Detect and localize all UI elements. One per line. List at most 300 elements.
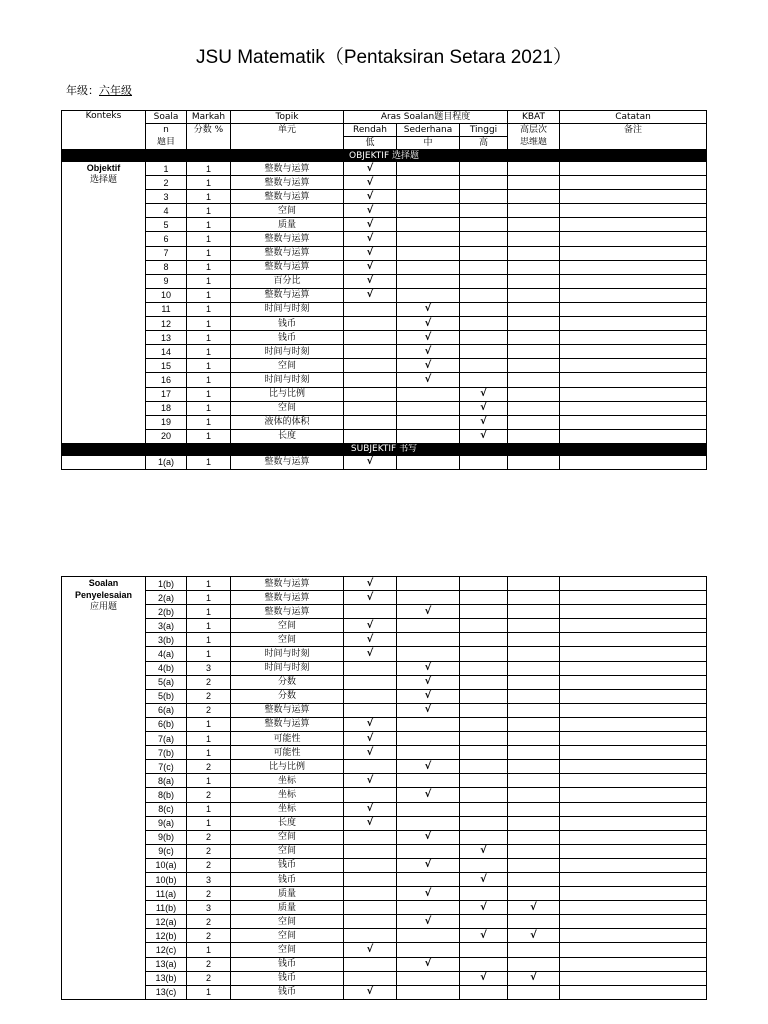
header-kbat: KBAT	[508, 111, 560, 124]
tick-mark: √	[366, 176, 374, 188]
level-r-cell	[344, 746, 397, 760]
question-number: 13(a)	[146, 957, 187, 971]
level-s-cell	[397, 887, 460, 901]
table-row	[62, 943, 707, 957]
header-catatan-2: 备注	[560, 124, 707, 137]
tick-mark: √	[480, 972, 487, 984]
topic: 液体的体积	[231, 415, 344, 429]
table-row	[62, 373, 707, 387]
topic: 整数与运算	[231, 162, 344, 176]
question-number: 16	[146, 373, 187, 387]
tick-mark: √	[424, 831, 432, 843]
level-t-cell	[460, 717, 508, 731]
question-number: 9(c)	[146, 844, 187, 858]
question-number: 2(b)	[146, 605, 187, 619]
tick-mark: √	[480, 845, 487, 857]
level-t-cell	[460, 345, 508, 359]
question-number: 10(b)	[146, 872, 187, 886]
question-number: 17	[146, 387, 187, 401]
table-row	[62, 774, 707, 788]
header-soalan-3: 题目	[146, 137, 187, 150]
question-number: 8(b)	[146, 788, 187, 802]
marks: 1	[187, 288, 231, 302]
kbat-cell	[508, 232, 560, 246]
level-t-cell	[460, 957, 508, 971]
catatan-cell	[560, 760, 707, 774]
table-row	[62, 246, 707, 260]
level-s-cell	[397, 844, 460, 858]
marks: 1	[187, 401, 231, 415]
marks: 1	[187, 429, 231, 443]
kbat-cell	[508, 760, 560, 774]
level-s-cell	[397, 830, 460, 844]
table-row	[62, 232, 707, 246]
kbat-cell	[508, 577, 560, 591]
question-number: 7(a)	[146, 732, 187, 746]
kbat-cell	[508, 887, 560, 901]
context-cell	[62, 162, 146, 444]
marks: 3	[187, 872, 231, 886]
level-r-cell	[344, 872, 397, 886]
topic: 钱币	[231, 872, 344, 886]
level-s-cell	[397, 943, 460, 957]
question-number: 9	[146, 274, 187, 288]
question-number: 10	[146, 288, 187, 302]
tick-mark: √	[424, 331, 432, 343]
header-aras: Aras Soalan题目程度	[344, 111, 508, 124]
tick-mark: √	[424, 690, 432, 702]
catatan-cell	[560, 162, 707, 176]
level-r-cell	[344, 591, 397, 605]
kbat-cell	[508, 647, 560, 661]
topic: 质量	[231, 218, 344, 232]
table-row	[62, 915, 707, 929]
level-s-cell	[397, 605, 460, 619]
level-r-cell	[344, 190, 397, 204]
kbat-cell	[508, 929, 560, 943]
tick-mark: √	[366, 577, 374, 589]
topic: 空间	[231, 943, 344, 957]
topic: 整数与运算	[231, 605, 344, 619]
tick-mark: √	[366, 204, 374, 216]
question-number: 3(a)	[146, 619, 187, 633]
tick-mark: √	[480, 901, 487, 913]
level-t-cell	[460, 302, 508, 316]
level-t-cell	[460, 844, 508, 858]
marks: 1	[187, 619, 231, 633]
table-row	[62, 288, 707, 302]
level-s-cell	[397, 647, 460, 661]
marks: 1	[187, 345, 231, 359]
level-t-cell	[460, 246, 508, 260]
level-r-cell	[344, 401, 397, 415]
level-s-cell	[397, 232, 460, 246]
kbat-cell	[508, 260, 560, 274]
tick-mark: √	[366, 162, 374, 174]
tick-mark: √	[530, 901, 537, 913]
header-catatan: Catatan	[560, 111, 707, 124]
marks: 1	[187, 190, 231, 204]
level-s-cell	[397, 703, 460, 717]
level-t-cell	[460, 929, 508, 943]
marks: 2	[187, 703, 231, 717]
level-t-cell	[460, 232, 508, 246]
marks: 2	[187, 971, 231, 985]
level-r-cell	[344, 675, 397, 689]
header-topik: Topik	[231, 111, 344, 124]
level-t-cell	[460, 985, 508, 999]
tick-mark: √	[424, 676, 432, 688]
tick-mark: √	[366, 591, 374, 603]
level-r-cell	[344, 901, 397, 915]
context-label: 应用题	[89, 602, 117, 612]
table-row	[62, 675, 707, 689]
marks: 1	[187, 591, 231, 605]
topic: 钱币	[231, 985, 344, 999]
topic: 空间	[231, 915, 344, 929]
catatan-cell	[560, 901, 707, 915]
question-number: 6(a)	[146, 703, 187, 717]
level-t-cell	[460, 943, 508, 957]
table-row	[62, 887, 707, 901]
level-t-cell	[460, 788, 508, 802]
level-s-cell	[397, 957, 460, 971]
level-t-cell	[460, 647, 508, 661]
kbat-cell	[508, 176, 560, 190]
level-t-cell	[460, 746, 508, 760]
question-number: 3(b)	[146, 633, 187, 647]
jsu-table-objective	[61, 110, 707, 470]
level-s-cell	[397, 331, 460, 345]
catatan-cell	[560, 605, 707, 619]
level-t-cell	[460, 732, 508, 746]
question-number: 13	[146, 331, 187, 345]
table-row	[62, 985, 707, 999]
level-t-cell	[460, 901, 508, 915]
level-t-cell	[460, 387, 508, 401]
level-s-cell	[397, 577, 460, 591]
tick-mark: √	[366, 718, 374, 730]
kbat-cell	[508, 204, 560, 218]
level-s-cell	[397, 302, 460, 316]
header-soalan-2: n	[146, 124, 187, 137]
table-row	[62, 190, 707, 204]
marks: 2	[187, 760, 231, 774]
kbat-cell	[508, 591, 560, 605]
tick-mark: √	[366, 732, 374, 744]
topic: 时间与时刻	[231, 302, 344, 316]
tick-mark: √	[530, 929, 537, 941]
topic: 整数与运算	[231, 455, 344, 469]
level-s-cell	[397, 176, 460, 190]
catatan-cell	[560, 844, 707, 858]
kbat-cell	[508, 858, 560, 872]
level-s-cell	[397, 858, 460, 872]
question-number: 11(a)	[146, 887, 187, 901]
table-row	[62, 317, 707, 331]
question-number: 1(a)	[146, 455, 187, 469]
context-label: Objektif	[86, 163, 121, 173]
question-number: 11	[146, 302, 187, 316]
catatan-cell	[560, 872, 707, 886]
tick-mark: √	[366, 190, 374, 202]
tick-mark: √	[366, 289, 374, 301]
level-t-cell	[460, 176, 508, 190]
tick-mark: √	[424, 915, 432, 927]
marks: 1	[187, 162, 231, 176]
topic: 整数与运算	[231, 260, 344, 274]
question-number: 13(b)	[146, 971, 187, 985]
tick-mark: √	[366, 233, 374, 245]
question-number: 1(b)	[146, 577, 187, 591]
marks: 2	[187, 858, 231, 872]
level-t-cell	[460, 317, 508, 331]
topic: 质量	[231, 901, 344, 915]
level-r-cell	[344, 288, 397, 302]
tick-mark: √	[424, 958, 432, 970]
question-number: 20	[146, 429, 187, 443]
header-topik-2: 单元	[231, 124, 344, 137]
question-number: 6	[146, 232, 187, 246]
catatan-cell	[560, 689, 707, 703]
topic: 钱币	[231, 971, 344, 985]
topic: 分数	[231, 689, 344, 703]
catatan-cell	[560, 415, 707, 429]
level-t-cell	[460, 675, 508, 689]
question-number: 5	[146, 218, 187, 232]
level-r-cell	[344, 359, 397, 373]
tick-mark: √	[366, 261, 374, 273]
level-s-cell	[397, 901, 460, 915]
kbat-cell	[508, 387, 560, 401]
kbat-cell	[508, 288, 560, 302]
kbat-cell	[508, 317, 560, 331]
topic: 比与比例	[231, 387, 344, 401]
topic: 钱币	[231, 317, 344, 331]
kbat-cell	[508, 689, 560, 703]
kbat-cell	[508, 844, 560, 858]
tick-mark: √	[366, 456, 374, 468]
kbat-cell	[508, 274, 560, 288]
level-s-cell	[397, 915, 460, 929]
level-s-cell	[397, 872, 460, 886]
level-r-cell	[344, 957, 397, 971]
marks: 3	[187, 901, 231, 915]
kbat-cell	[508, 774, 560, 788]
level-s-cell	[397, 387, 460, 401]
kbat-cell	[508, 162, 560, 176]
table-row	[62, 689, 707, 703]
catatan-cell	[560, 703, 707, 717]
tick-mark: √	[424, 760, 432, 772]
context-label: 选择题	[89, 175, 117, 185]
catatan-cell	[560, 274, 707, 288]
question-number: 11(b)	[146, 901, 187, 915]
table-row	[62, 162, 707, 176]
level-t-cell	[460, 858, 508, 872]
level-r-cell	[344, 619, 397, 633]
kbat-cell	[508, 218, 560, 232]
level-r-cell	[344, 204, 397, 218]
tick-mark: √	[424, 859, 432, 871]
catatan-cell	[560, 830, 707, 844]
marks: 1	[187, 331, 231, 345]
table-row	[62, 359, 707, 373]
header-konteks: Konteks	[62, 111, 146, 150]
catatan-cell	[560, 591, 707, 605]
topic: 坐标	[231, 774, 344, 788]
level-r-cell	[344, 415, 397, 429]
marks: 1	[187, 415, 231, 429]
marks: 1	[187, 218, 231, 232]
level-r-cell	[344, 302, 397, 316]
question-number: 2(a)	[146, 591, 187, 605]
topic: 整数与运算	[231, 288, 344, 302]
catatan-cell	[560, 929, 707, 943]
marks: 2	[187, 915, 231, 929]
marks: 2	[187, 689, 231, 703]
tick-mark: √	[424, 704, 432, 716]
catatan-cell	[560, 802, 707, 816]
level-t-cell	[460, 401, 508, 415]
context-label: Soalan	[88, 578, 119, 588]
header-rendah: Rendah	[344, 124, 397, 137]
table-row	[62, 858, 707, 872]
context-cell	[62, 455, 146, 469]
topic: 钱币	[231, 858, 344, 872]
grade-value: 六年级	[99, 84, 132, 97]
catatan-cell	[560, 957, 707, 971]
marks: 1	[187, 577, 231, 591]
tick-mark: √	[366, 218, 374, 230]
level-s-cell	[397, 401, 460, 415]
catatan-cell	[560, 858, 707, 872]
tick-mark: √	[366, 247, 374, 259]
level-r-cell	[344, 774, 397, 788]
question-number: 8(a)	[146, 774, 187, 788]
tick-mark: √	[480, 430, 487, 442]
level-r-cell	[344, 915, 397, 929]
kbat-cell	[508, 345, 560, 359]
level-t-cell	[460, 455, 508, 469]
level-r-cell	[344, 788, 397, 802]
level-r-cell	[344, 943, 397, 957]
question-number: 4	[146, 204, 187, 218]
table-row	[62, 274, 707, 288]
question-number: 18	[146, 401, 187, 415]
question-number: 12(b)	[146, 929, 187, 943]
level-t-cell	[460, 872, 508, 886]
level-s-cell	[397, 802, 460, 816]
table-row	[62, 331, 707, 345]
question-number: 5(a)	[146, 675, 187, 689]
level-r-cell	[344, 331, 397, 345]
level-r-cell	[344, 387, 397, 401]
kbat-cell	[508, 943, 560, 957]
question-number: 7	[146, 246, 187, 260]
tick-mark: √	[480, 388, 487, 400]
level-t-cell	[460, 661, 508, 675]
level-r-cell	[344, 887, 397, 901]
question-number: 4(b)	[146, 661, 187, 675]
kbat-cell	[508, 732, 560, 746]
level-s-cell	[397, 816, 460, 830]
marks: 2	[187, 957, 231, 971]
marks: 2	[187, 788, 231, 802]
question-number: 15	[146, 359, 187, 373]
level-t-cell	[460, 760, 508, 774]
level-r-cell	[344, 274, 397, 288]
table-row	[62, 455, 707, 469]
level-t-cell	[460, 204, 508, 218]
table-row	[62, 732, 707, 746]
topic: 钱币	[231, 957, 344, 971]
header-rendah-2: 低	[344, 137, 397, 150]
level-t-cell	[460, 415, 508, 429]
level-t-cell	[460, 331, 508, 345]
marks: 1	[187, 302, 231, 316]
level-r-cell	[344, 971, 397, 985]
level-r-cell	[344, 858, 397, 872]
topic: 整数与运算	[231, 176, 344, 190]
level-t-cell	[460, 971, 508, 985]
question-number: 6(b)	[146, 717, 187, 731]
question-number: 8	[146, 260, 187, 274]
level-s-cell	[397, 190, 460, 204]
catatan-cell	[560, 317, 707, 331]
kbat-cell	[508, 746, 560, 760]
topic: 比与比例	[231, 760, 344, 774]
question-number: 14	[146, 345, 187, 359]
level-s-cell	[397, 162, 460, 176]
context-label: Penyelesaian	[74, 590, 133, 600]
level-t-cell	[460, 260, 508, 274]
catatan-cell	[560, 176, 707, 190]
topic: 空间	[231, 844, 344, 858]
catatan-cell	[560, 971, 707, 985]
kbat-cell	[508, 246, 560, 260]
tick-mark: √	[366, 943, 374, 955]
level-r-cell	[344, 732, 397, 746]
table-row	[62, 802, 707, 816]
kbat-cell	[508, 359, 560, 373]
topic: 百分比	[231, 274, 344, 288]
kbat-cell	[508, 830, 560, 844]
table-row	[62, 957, 707, 971]
table-row	[62, 872, 707, 886]
level-r-cell	[344, 929, 397, 943]
header-sederhana: Sederhana	[397, 124, 460, 137]
catatan-cell	[560, 401, 707, 415]
level-r-cell	[344, 647, 397, 661]
kbat-cell	[508, 619, 560, 633]
table-row	[62, 816, 707, 830]
marks: 1	[187, 246, 231, 260]
level-r-cell	[344, 830, 397, 844]
catatan-cell	[560, 232, 707, 246]
level-r-cell	[344, 633, 397, 647]
tick-mark: √	[366, 986, 374, 998]
tick-mark: √	[480, 416, 487, 428]
kbat-cell	[508, 957, 560, 971]
level-r-cell	[344, 717, 397, 731]
grade-label: 年级：	[66, 84, 99, 97]
level-s-cell	[397, 455, 460, 469]
marks: 1	[187, 746, 231, 760]
level-t-cell	[460, 591, 508, 605]
topic: 钱币	[231, 331, 344, 345]
topic: 整数与运算	[231, 190, 344, 204]
